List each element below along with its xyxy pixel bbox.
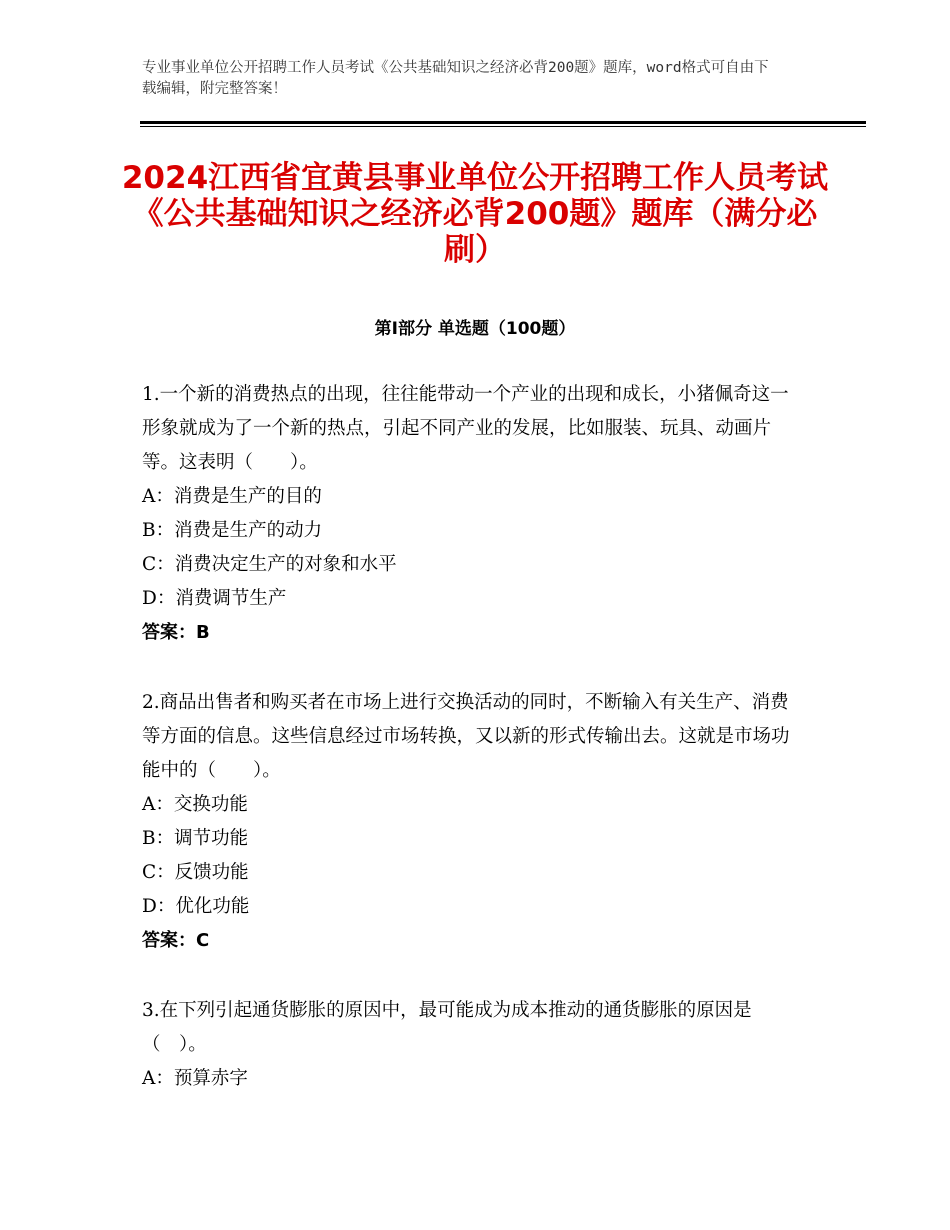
question-2 <box>142 686 802 958</box>
question-3 <box>142 994 802 1096</box>
option-d: D：消费调节生产 <box>142 588 287 609</box>
option-d: D：优化功能 <box>142 896 250 917</box>
answer: 答案：B <box>142 622 210 643</box>
option-c: C：消费决定生产的对象和水平 <box>142 554 397 575</box>
question-stem: 3.在下列引起通货膨胀的原因中，最可能成为成本推动的通货膨胀的原因是（ ）。 <box>142 1000 752 1055</box>
question-stem: 1.一个新的消费热点的出现，往往能带动一个产业的出现和成长，小猪佩奇这一形象就成为了一个新的热点，引起不同产业的发展，比如服装、玩具、动画片等。这表明（ ）。 <box>142 384 789 473</box>
option-a: A：消费是生产的目的 <box>142 486 322 507</box>
document-title: 2024江西省宜黄县事业单位公开招聘工作人员考试《公共基础知识之经济必背200题》题库（满分必刷） <box>121 160 829 268</box>
option-a: A：预算赤字 <box>142 1068 248 1089</box>
answer: 答案：C <box>142 930 210 951</box>
header-rule-thick <box>140 121 866 124</box>
option-c: C：反馈功能 <box>142 862 249 883</box>
option-b: B：调节功能 <box>142 828 249 849</box>
option-b: B：消费是生产的动力 <box>142 520 323 541</box>
question-1 <box>142 378 802 650</box>
section-title: 第Ⅰ部分 单选题（100题） <box>374 319 576 339</box>
header-note: 专业事业单位公开招聘工作人员考试《公共基础知识之经济必背200题》题库，word格式可自由下载编辑，附完整答案！ <box>142 60 769 97</box>
option-a: A：交换功能 <box>142 794 248 815</box>
question-stem: 2.商品出售者和购买者在市场上进行交换活动的同时，不断输入有关生产、消费等方面的信息。这些信息经过市场转换，又以新的形式传输出去。这就是市场功能中的（ ）。 <box>142 692 790 781</box>
header-rule-thin <box>140 126 866 127</box>
